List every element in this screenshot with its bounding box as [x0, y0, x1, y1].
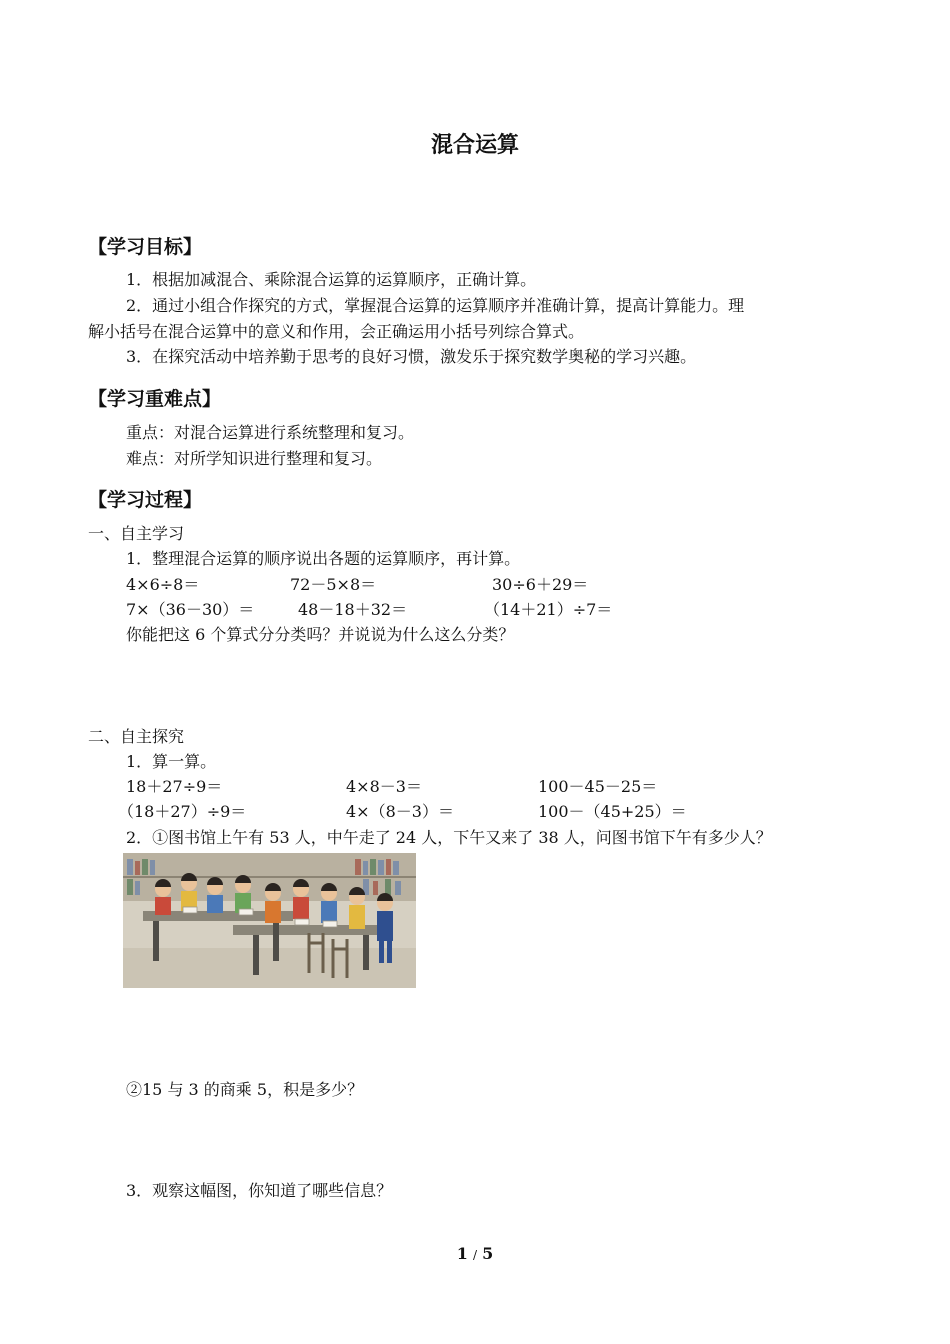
expr-2-4: （18＋27）÷9＝ — [118, 802, 247, 821]
library-illustration — [123, 853, 416, 988]
expr-2-3: 100－45－25＝ — [538, 777, 658, 796]
expr-2-6: 100－（45+25）＝ — [538, 802, 687, 821]
expr-2-1: 18＋27÷9＝ — [126, 777, 223, 796]
expr-1-3: 30÷6＋29＝ — [492, 575, 589, 594]
expr-1-4: 7×（36－30）＝ — [126, 600, 255, 619]
part1-title: 一、自主学习 — [88, 524, 185, 543]
page-number — [0, 1244, 950, 1263]
part1-prompt: 你能把这 6 个算式分分类吗？并说说为什么这么分类？ — [126, 625, 515, 644]
expr-1-2: 72－5×8＝ — [290, 575, 377, 594]
part2-title: 二、自主探究 — [88, 727, 185, 746]
page-total: 5 — [482, 1244, 494, 1263]
part2-q1: 1．算一算。 — [126, 752, 217, 771]
part2-q2b: ②15 与 3 的商乘 5，积是多少？ — [126, 1080, 364, 1099]
difficulty-text: 难点：对所学知识进行整理和复习。 — [126, 449, 383, 468]
goal-item-1: 1．根据加减混合、乘除混合运算的运算顺序，正确计算。 — [126, 270, 537, 289]
part1-q1: 1．整理混合运算的顺序说出各题的运算顺序，再计算。 — [126, 549, 521, 568]
expr-1-1: 4×6÷8＝ — [126, 575, 200, 594]
key-points-heading: 【学习重难点】 — [88, 388, 222, 410]
process-heading: 【学习过程】 — [88, 489, 203, 511]
expr-2-5: 4×（8－3）＝ — [346, 802, 454, 821]
focus-text: 重点：对混合运算进行系统整理和复习。 — [126, 423, 415, 442]
goal-item-2: 2．通过小组合作探究的方式，掌握混合运算的运算顺序并准确计算，提高计算能力。理 — [126, 296, 745, 315]
expr-1-5: 48－18＋32＝ — [298, 600, 408, 619]
goal-item-2-cont: 解小括号在混合运算中的意义和作用，会正确运用小括号列综合算式。 — [88, 322, 585, 341]
part2-q3: 3．观察这幅图，你知道了哪些信息？ — [126, 1181, 393, 1200]
expr-1-6: （14＋21）÷7＝ — [484, 600, 613, 619]
part2-q2a: 2．①图书馆上午有 53 人，中午走了 24 人，下午又来了 38 人，问图书馆下午有多少人？ — [126, 828, 772, 847]
expr-2-2: 4×8－3＝ — [346, 777, 422, 796]
page-current: 1 — [456, 1244, 468, 1263]
goals-heading: 【学习目标】 — [88, 236, 203, 258]
page-separator: / — [472, 1248, 478, 1262]
page-title: 混合运算 — [430, 133, 519, 158]
goal-item-3: 3．在探究活动中培养勤于思考的良好习惯，激发乐于探究数学奥秘的学习兴趣。 — [126, 347, 697, 366]
